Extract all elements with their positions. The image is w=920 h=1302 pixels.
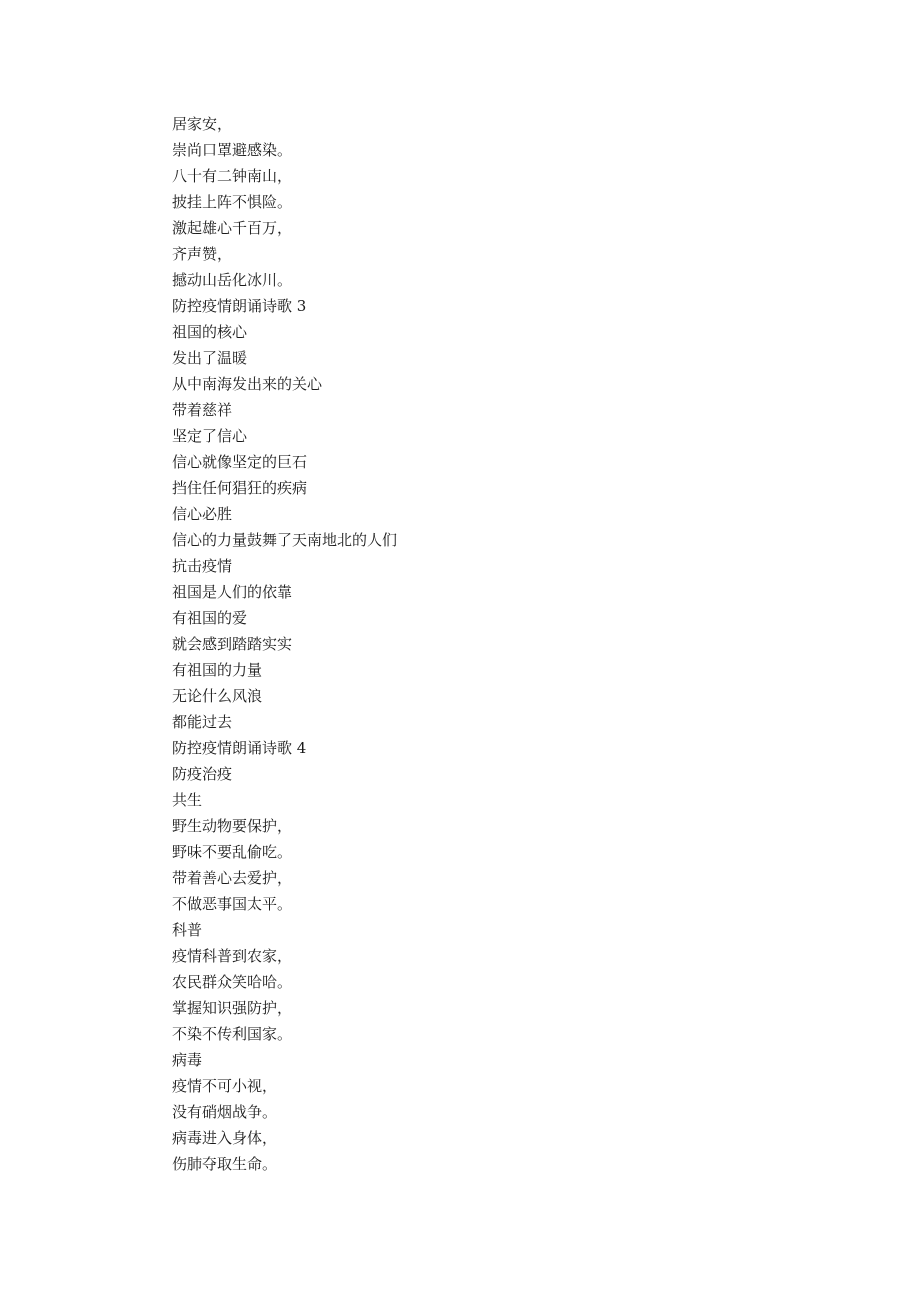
text-line: 崇尚口罩避感染。 (172, 141, 293, 159)
text-line: 信心必胜 (172, 505, 233, 523)
text-line: 疫情科普到农家， (172, 947, 293, 965)
text-line: 防控疫情朗诵诗歌 3 (172, 297, 307, 315)
text-line: 八十有二钟南山， (172, 167, 293, 185)
text-line: 掌握知识强防护， (172, 999, 293, 1017)
text-line: 挡住任何猖狂的疾病 (172, 479, 308, 497)
text-line: 激起雄心千百万， (172, 219, 293, 237)
text-line: 防疫治疫 (172, 765, 233, 783)
text-line: 披挂上阵不惧险。 (172, 193, 293, 211)
text-line: 信心就像坚定的巨石 (172, 453, 308, 471)
text-line: 科普 (172, 921, 203, 939)
text-line: 祖国的核心 (172, 323, 248, 341)
text-line: 病毒 (172, 1051, 203, 1069)
text-line: 抗击疫情 (172, 557, 233, 575)
text-line: 共生 (172, 791, 203, 809)
text-line: 伤肺夺取生命。 (172, 1155, 278, 1173)
text-line: 信心的力量鼓舞了天南地北的人们 (172, 531, 398, 549)
text-line: 坚定了信心 (172, 427, 248, 445)
text-line: 野生动物要保护， (172, 817, 293, 835)
text-line: 居家安， (172, 115, 233, 133)
text-line: 有祖国的爱 (172, 609, 248, 627)
poem-text-body (172, 111, 872, 1177)
text-line: 农民群众笑哈哈。 (172, 973, 293, 991)
text-line: 不染不传利国家。 (172, 1025, 293, 1043)
text-line: 撼动山岳化冰川。 (172, 271, 293, 289)
text-line: 病毒进入身体， (172, 1129, 278, 1147)
text-line: 就会感到踏踏实实 (172, 635, 293, 653)
text-line: 不做恶事国太平。 (172, 895, 293, 913)
text-line: 没有硝烟战争。 (172, 1103, 278, 1121)
text-line: 祖国是人们的依靠 (172, 583, 293, 601)
text-line: 疫情不可小视， (172, 1077, 278, 1095)
text-line: 野味不要乱偷吃。 (172, 843, 293, 861)
text-line: 从中南海发出来的关心 (172, 375, 323, 393)
text-line: 齐声赞， (172, 245, 233, 263)
text-line: 带着善心去爱护， (172, 869, 293, 887)
text-line: 无论什么风浪 (172, 687, 263, 705)
text-line: 防控疫情朗诵诗歌 4 (172, 739, 307, 757)
text-line: 有祖国的力量 (172, 661, 263, 679)
text-line: 都能过去 (172, 713, 233, 731)
text-line: 带着慈祥 (172, 401, 233, 419)
text-line: 发出了温暖 (172, 349, 248, 367)
